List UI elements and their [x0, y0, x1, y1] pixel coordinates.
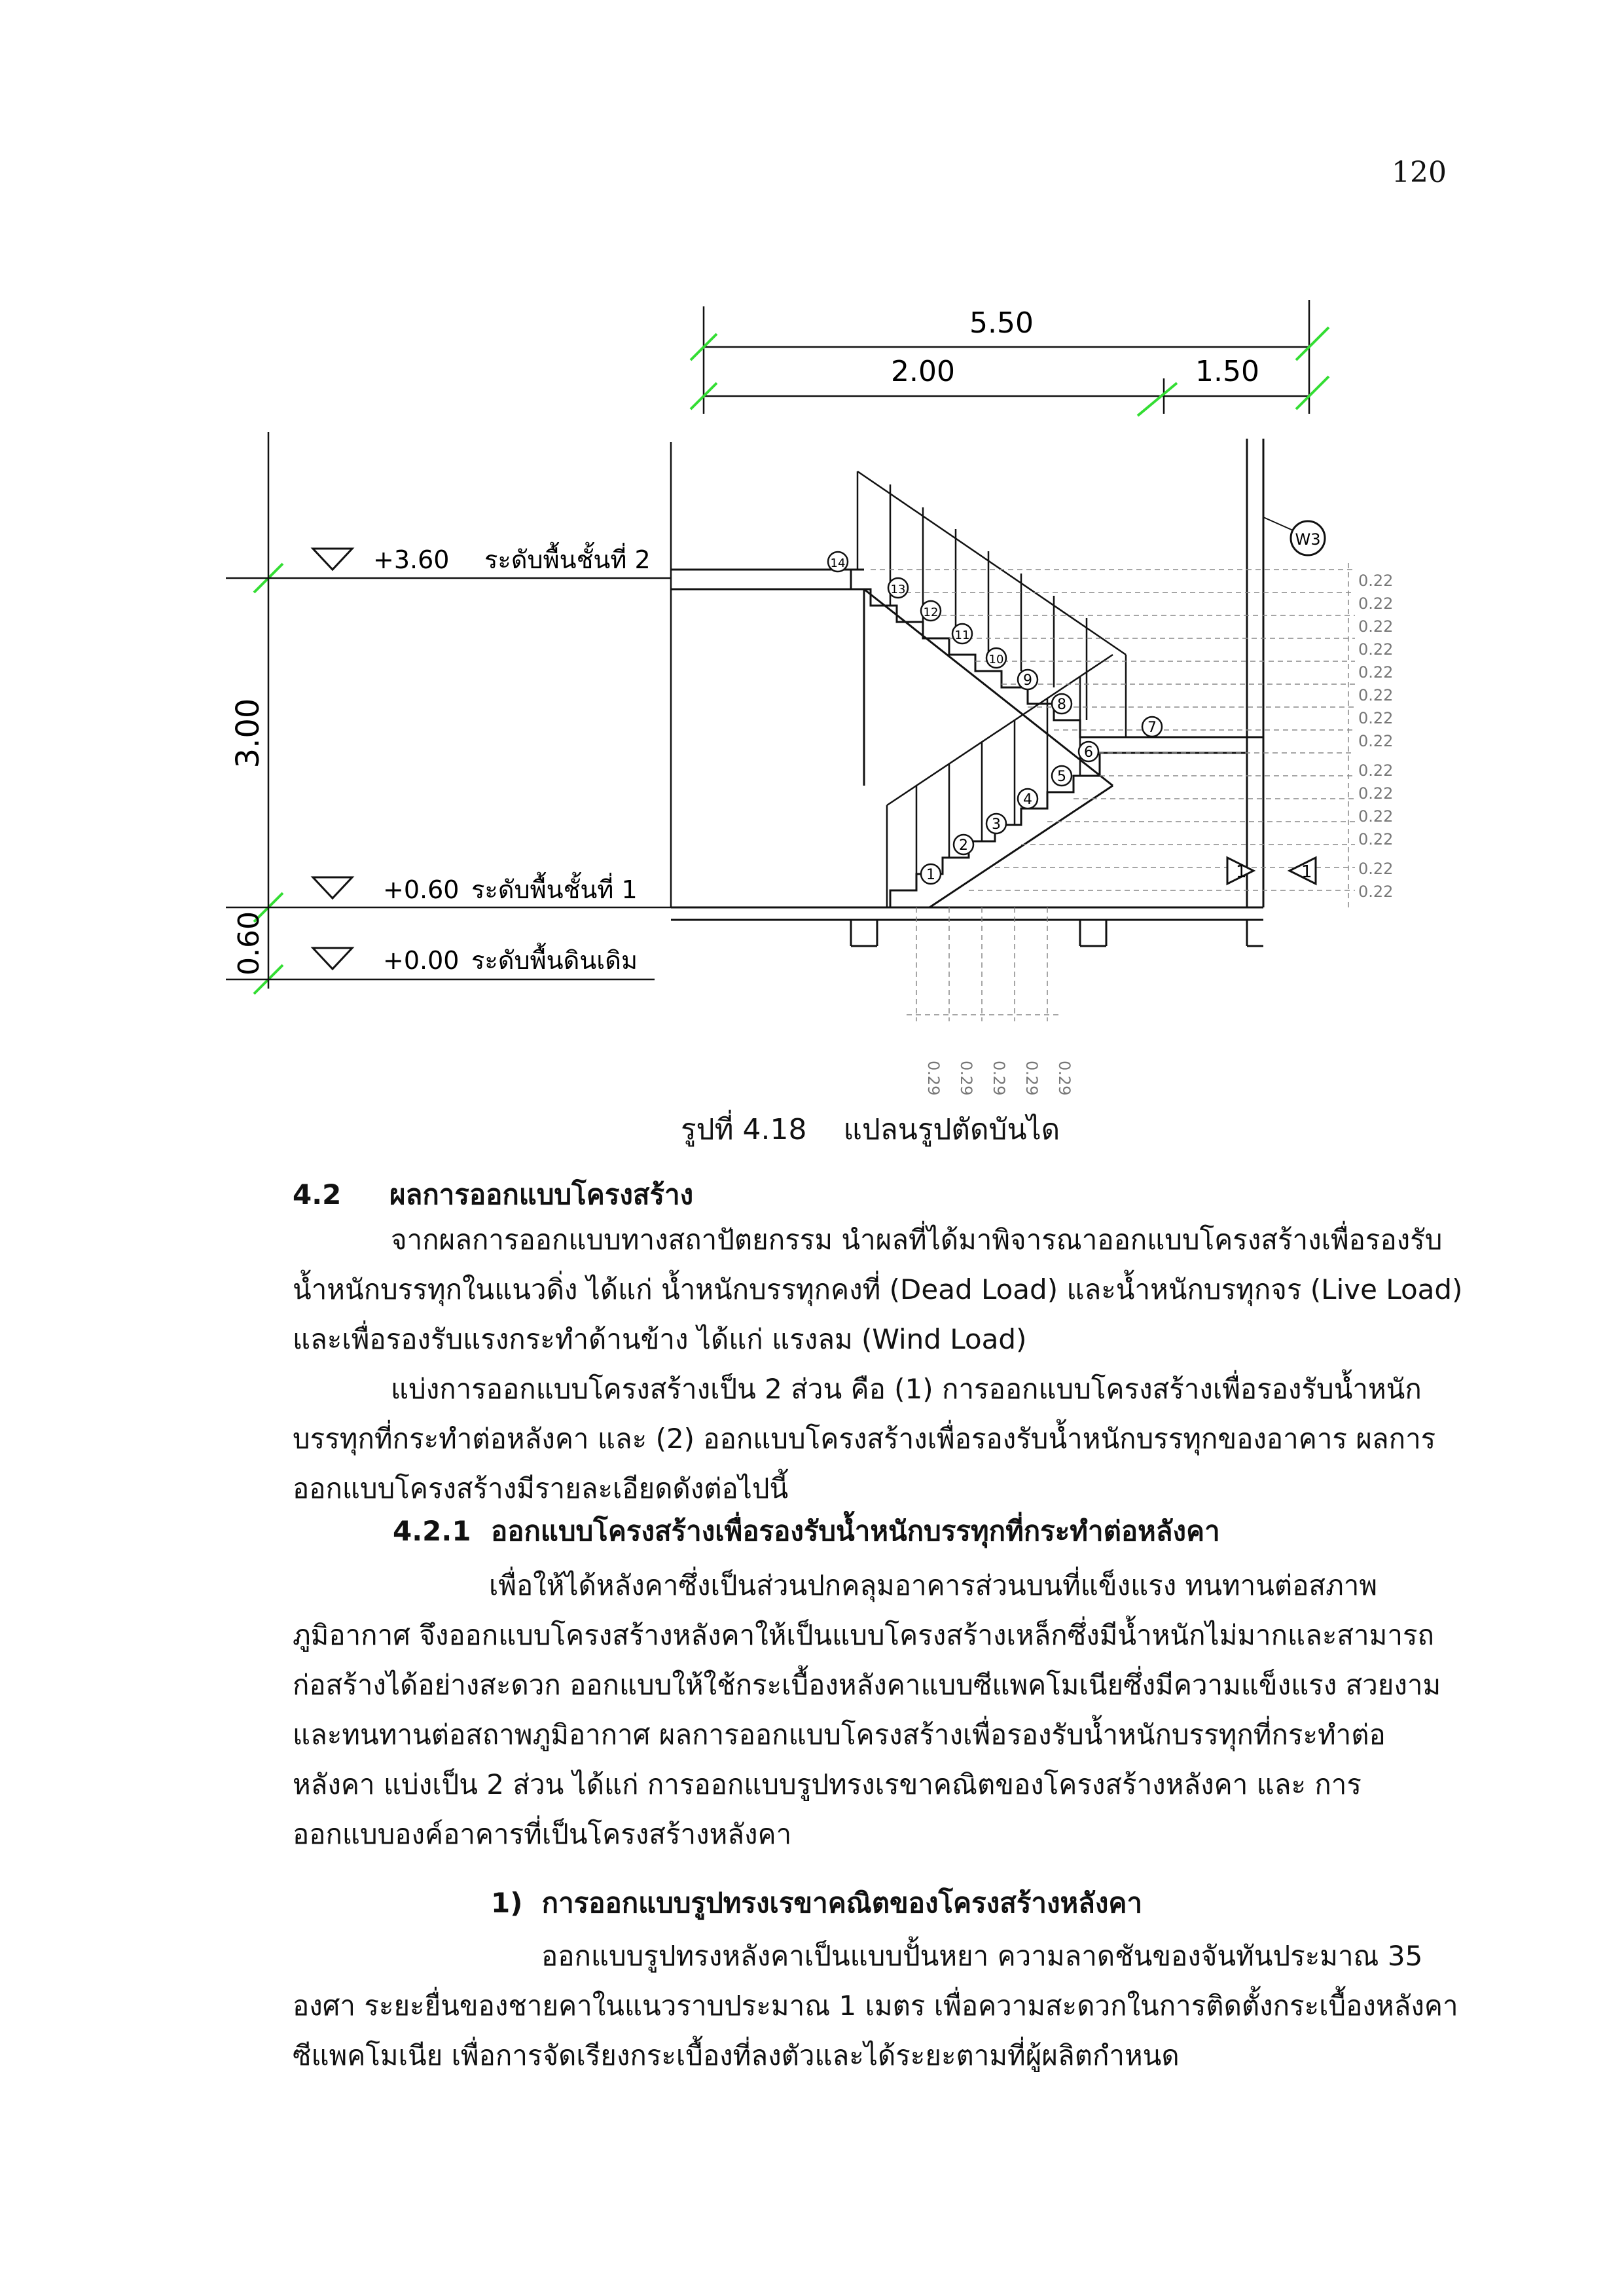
section-number: 4.2 [293, 1178, 342, 1211]
window-tag [1263, 517, 1325, 555]
paragraph-line: องศา ระยะยื่นของชายคาในแนวราบประมาณ 1 เมตร เพื่อความสะดวกในการติดตั้งกระเบื้องหลังคา [293, 1990, 1458, 2022]
step-number: 7 [1147, 720, 1157, 736]
step-number: 10 [988, 653, 1004, 666]
riser-label: 0.22 [1358, 883, 1394, 901]
paragraph-line: น้ำหนักบรรทุกในแนวดิ่ง ได้แก่ น้ำหนักบรรทุกคงที่ (Dead Load) และน้ำหนักบรทุกจร (Live Load) [293, 1273, 1463, 1305]
dim-height: 3.00 [230, 698, 266, 769]
step-number: 5 [1057, 769, 1066, 785]
page-number: 120 [1392, 156, 1447, 189]
section-mark-left: 1 [1236, 862, 1247, 882]
tread-label: 0.29 [924, 1061, 943, 1096]
subsubsection-number: 1) [491, 1887, 523, 1919]
subsubsection-heading [491, 1882, 1142, 1925]
riser-label: 0.22 [1358, 686, 1394, 704]
paragraph-line: ออกแบบโครงสร้างมีรายละเอียดดังต่อไปนี้ [293, 1472, 789, 1504]
subsection-title: ออกแบบโครงสร้างเพื่อรองรับน้ำหนักบรรทุกที่กระทำต่อหลังคา [491, 1515, 1220, 1547]
window-tag-label: W3 [1295, 530, 1321, 549]
level-label-1: ระดับพื้นชั้นที่ 2 [484, 545, 651, 574]
paragraph-line: ออกแบบองค์อาคารที่เป็นโครงสร้างหลังคา [293, 1818, 792, 1850]
riser-label: 0.22 [1358, 807, 1394, 826]
riser-labels [1358, 572, 1393, 901]
step-number: 12 [923, 606, 939, 619]
riser-label: 0.22 [1358, 617, 1394, 636]
paragraph-1 [293, 1215, 1463, 1364]
paragraph-line: เพื่อให้ได้หลังคาซึ่งเป็นส่วนปกคลุมอาคารส่วนบนที่แข็งแรง ทนทานต่อสภาพ [489, 1569, 1378, 1601]
tread-labels [924, 1061, 1074, 1095]
riser-label: 0.22 [1358, 594, 1394, 613]
step-number: 2 [959, 837, 968, 854]
paragraph-line: และทนทานต่อสถาพภูมิอากาศ ผลการออกแบบโครงสร้างเพื่อรองรับน้ำหนักบรรทุกที่กระทำต่อ [293, 1719, 1386, 1751]
paragraph-line: ภูมิอากาศ จึงออกแบบโครงสร้างหลังคาให้เป็นแบบโครงสร้างเหล็กซึ่งมีน้ำหนักไม่มากและสามารถ [293, 1619, 1434, 1651]
paragraph-2 [293, 1364, 1436, 1514]
paragraph-line: ออกแบบรูปทรงหลังคาเป็นแบบปั้นหยา ความลาดชันของจันทันประมาณ 35 [541, 1940, 1423, 1972]
figure-caption [681, 1106, 1060, 1152]
stair-structure [671, 439, 1263, 946]
riser-label: 0.22 [1358, 732, 1394, 750]
subsection-heading [393, 1510, 1220, 1553]
dim-left: 2.00 [891, 355, 955, 388]
riser-label: 0.22 [1358, 761, 1394, 780]
paragraph-line: บรรทุกที่กระทำต่อหลังคา และ (2) ออกแบบโครงสร้างเพื่อรองรับน้ำหนักบรรทุกของอาคาร ผลการ [293, 1423, 1436, 1455]
level-value-1: +3.60 [373, 545, 450, 574]
step-number: 11 [954, 629, 970, 642]
section-title: ผลการออกแบบโครงสร้าง [389, 1178, 694, 1211]
step-number: 4 [1023, 792, 1032, 808]
paragraph-line: และเพื่อรองรับแรงกระทำด้านข้าง ได้แก่ แรงลม (Wind Load) [293, 1323, 1027, 1355]
level-value-2: +0.60 [383, 875, 460, 904]
level-symbols [313, 549, 352, 969]
step-number: 6 [1084, 744, 1093, 761]
dim-base: 0.60 [232, 911, 266, 975]
step-number: 13 [890, 583, 906, 596]
section-mark-right: 1 [1301, 862, 1312, 882]
dim-total: 5.50 [969, 306, 1034, 340]
riser-label: 0.22 [1358, 830, 1394, 848]
level-label-3: ระดับพื้นดินเดิม [471, 946, 638, 975]
riser-dashes [871, 563, 1355, 1021]
tread-label: 0.29 [990, 1061, 1008, 1096]
paragraph-line: จากผลการออกแบบทางสถาปัตยกรรม นำผลที่ได้มาพิจารณาออกแบบโครงสร้างเพื่อรองรับ [391, 1224, 1443, 1256]
riser-label: 0.22 [1358, 640, 1394, 659]
paragraph-line: ก่อสร้างได้อย่างสะดวก ออกแบบให้ใช้กระเบื้องหลังคาแบบซีแพคโมเนียซึ่งมีความแข็งแรง สวยงาม [293, 1669, 1441, 1701]
paragraph-3 [293, 1561, 1441, 1859]
step-number: 14 [830, 556, 846, 570]
riser-label: 0.22 [1358, 860, 1394, 878]
tread-label: 0.29 [957, 1061, 975, 1096]
subsection-number: 4.2.1 [393, 1515, 471, 1547]
riser-label: 0.22 [1358, 572, 1394, 590]
paragraph-line: ซีแพคโมเนีย เพื่อการจัดเรียงกระเบื้องที่ลงตัวและได้ระยะตามที่ผู้ผลิตกำหนด [293, 2039, 1180, 2071]
dim-right: 1.50 [1195, 355, 1259, 388]
riser-label: 0.22 [1358, 709, 1394, 727]
step-number: 1 [926, 867, 935, 883]
tread-label: 0.29 [1022, 1061, 1041, 1096]
step-number-circles [828, 552, 1162, 884]
riser-label: 0.22 [1358, 784, 1394, 803]
paragraph-line: แบ่งการออกแบบโครงสร้างเป็น 2 ส่วน คือ (1) การออกแบบโครงสร้างเพื่อรองรับน้ำหนัก [391, 1373, 1422, 1405]
paragraph-4 [293, 1931, 1458, 2081]
step-number: 3 [992, 816, 1001, 833]
level-label-2: ระดับพื้นชั้นที่ 1 [471, 875, 638, 904]
section-heading [293, 1173, 693, 1216]
figure-caption-title: แปลนรูปตัดบันได [843, 1113, 1060, 1146]
level-value-3: +0.00 [383, 946, 460, 975]
step-number: 9 [1023, 672, 1032, 689]
stair-section-drawing [0, 0, 1624, 1100]
figure-caption-label: รูปที่ 4.18 [681, 1113, 807, 1146]
tread-label: 0.29 [1055, 1061, 1074, 1096]
paragraph-line: หลังคา แบ่งเป็น 2 ส่วน ได้แก่ การออกแบบรูปทรงเรขาคณิตของโครงสร้างหลังคา และ การ [293, 1768, 1362, 1800]
subsubsection-title: การออกแบบรูปทรงเรขาคณิตของโครงสร้างหลังคา [541, 1887, 1143, 1919]
riser-label: 0.22 [1358, 663, 1394, 682]
step-number: 8 [1057, 697, 1066, 713]
